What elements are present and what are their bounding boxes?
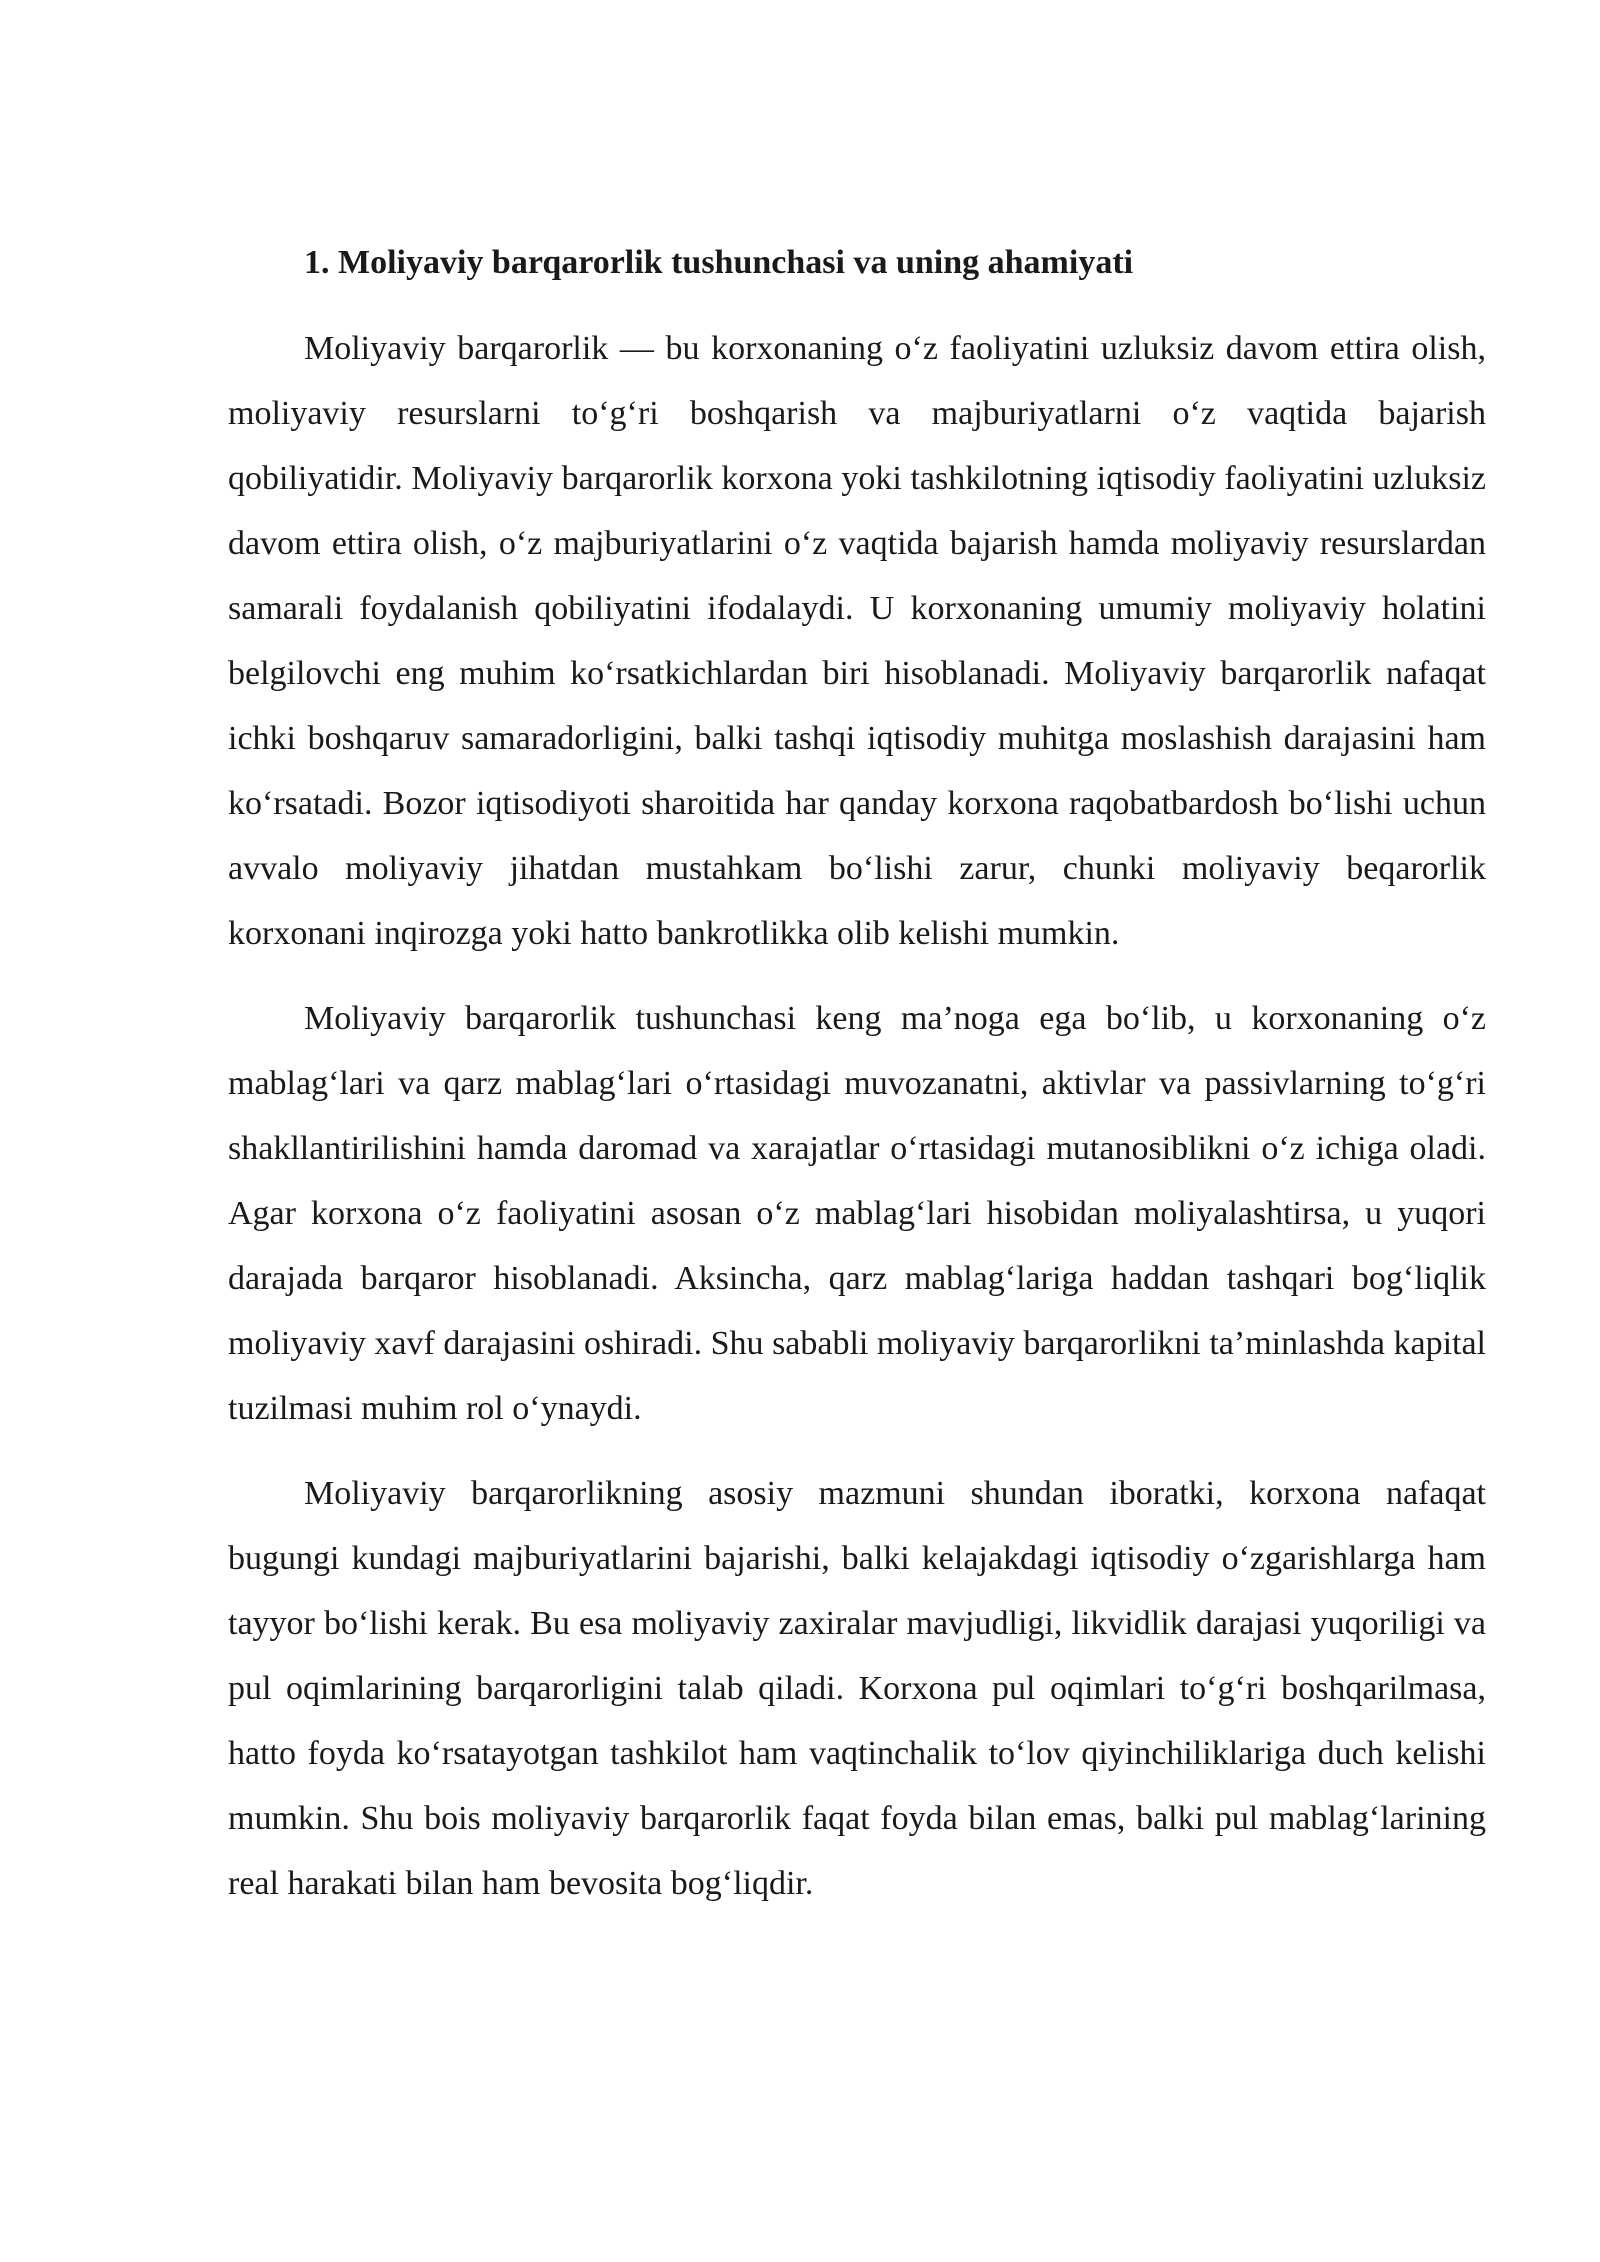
paragraph-1: Moliyaviy barqarorlik — bu korxonaning o‘z faoliyatini uzluksiz davom ettira olish, moliyaviy resurslarni to‘g‘ri boshqarish va majburiyatlarni o‘z vaqtida bajarish qobiliyatidir. Moliyaviy barqarorlik korxona yoki tashkilotning iqtisodiy faoliyatini uzluksiz davom ettira olish, o‘z majburiyatlarini o‘z vaqtida bajarish hamda moliyaviy resurslardan samarali foydalanish qobiliyatini ifodalaydi. U korxonaning umumiy moliyaviy holatini belgilovchi eng muhim ko‘rsatkichlardan biri hisoblanadi. Moliyaviy barqarorlik nafaqat ichki boshqaruv samaradorligini, balki tashqi iqtisodiy muhitga moslashish darajasini ham ko‘rsatadi. Bozor iqtisodiyoti sharoitida har qanday korxona raqobatbardosh bo‘lishi uchun avvalo moliyaviy jihatdan mustahkam bo‘lishi zarur, chunki moliyaviy beqarorlik korxonani inqirozga yoki hatto bankrotlikka olib kelishi mumkin.	[228, 330, 1486, 952]
section-heading: 1. Moliyaviy barqarorlik tushunchasi va uning ahamiyati	[304, 244, 1134, 281]
paragraph-3: Moliyaviy barqarorlikning asosiy mazmuni shundan iboratki, korxona nafaqat bugungi kundagi majburiyatlarini bajarishi, balki kelajakdagi iqtisodiy o‘zgarishlarga ham tayyor bo‘lishi kerak. Bu esa moliyaviy zaxiralar mavjudligi, likvidlik darajasi yuqoriligi va pul oqimlarining barqarorligini talab qiladi. Korxona pul oqimlari to‘g‘ri boshqarilmasa, hatto foyda ko‘rsatayotgan tashkilot ham vaqtinchalik to‘lov qiyinchiliklariga duch kelishi mumkin. Shu bois moliyaviy barqarorlik faqat foyda bilan emas, balki pul mablag‘larining real harakati bilan ham bevosita bog‘liqdir.	[228, 1475, 1486, 1902]
paragraph-2: Moliyaviy barqarorlik tushunchasi keng ma’noga ega bo‘lib, u korxonaning o‘z mablag‘lari va qarz mablag‘lari o‘rtasidagi muvozanatni, aktivlar va passivlarning to‘g‘ri shakllantirilishini hamda daromad va xarajatlar o‘rtasidagi mutanosiblikni o‘z ichiga oladi. Agar korxona o‘z faoliyatini asosan o‘z mablag‘lari hisobidan moliyalashtirsa, u yuqori darajada barqaror hisoblanadi. Aksincha, qarz mablag‘lariga haddan tashqari bog‘liqlik moliyaviy xavf darajasini oshiradi. Shu sababli moliyaviy barqarorlikni ta’minlashda kapital tuzilmasi muhim rol o‘ynaydi.	[228, 1000, 1486, 1427]
document-page	[228, 240, 1486, 1936]
